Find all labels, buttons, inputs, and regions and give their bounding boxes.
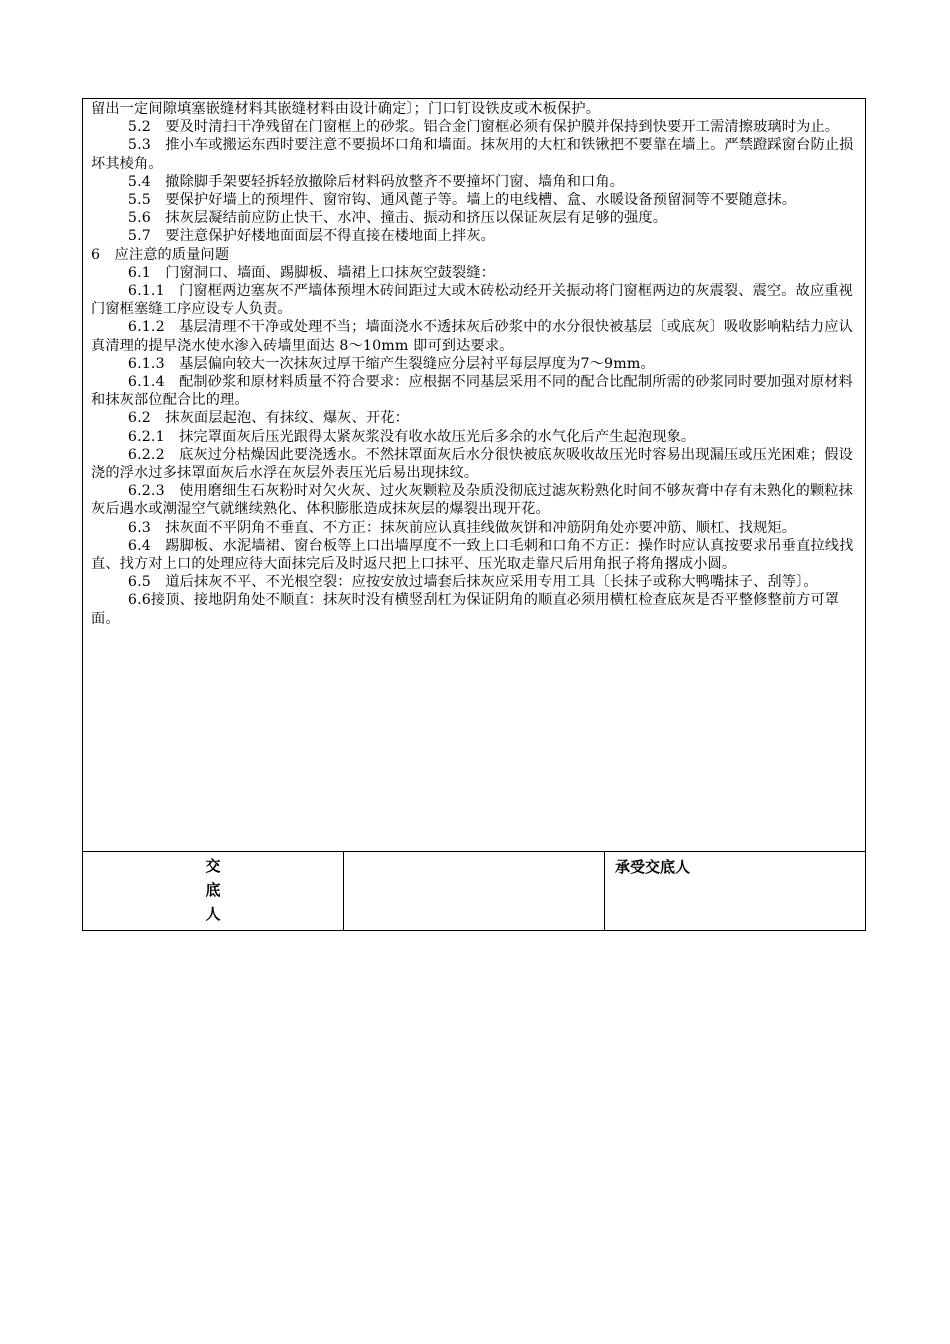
signature-row	[83, 852, 866, 931]
paragraph: 6.1.1 门窗框两边塞灰不严墙体预埋木砖间距过大或木砖松动经开关振动将门窗框两边的灰震裂、震空。故应重视门窗框塞缝工序应设专人负责。	[91, 283, 853, 318]
discloser-label	[83, 852, 344, 931]
paragraph: 6.4 踢脚板、水泥墙裙、窗台板等上口出墙厚度不一致上口毛刺和口角不方正：操作时应认真按要求吊垂直拉线找直、找方对上口的处理应待大面抹完后及时返尺把上口抹平、压光取走靠尺后用角抿子将角撂成小圆。	[91, 537, 854, 573]
discloser-label-char: 底	[205, 881, 221, 899]
paragraph: 5.2 要及时清扫干净残留在门窗框上的砂浆。铝合金门窗框必须有保护膜并保持到快要开工需清擦玻璃时为止。	[127, 119, 840, 136]
content-text	[83, 99, 865, 628]
paragraph: 6.6接顶、接地阴角处不顺直：抹灰时没有横竖刮杠为保证阴角的顺直必须用横杠检查底灰是否平整修整前方可罩面。	[91, 592, 840, 627]
disclosure-table	[82, 98, 866, 931]
discloser-label-char: 交	[205, 857, 221, 875]
paragraph: 留出一定间隙填塞嵌缝材料其嵌缝材料由设计确定〕；门口钉设铁皮或木板保护。	[91, 101, 601, 117]
paragraph: 6.1.2 基层清理不干净或处理不当；墙面浇水不透抹灰后砂浆中的水分很快被基层〔或底灰〕吸收影响粘结力应认真清理的提早浇水使水渗入砖墙里面达 8～10mm 即可到达要求。	[91, 319, 853, 354]
receiver-cell[interactable]	[605, 852, 866, 931]
discloser-label-char: 人	[205, 905, 221, 923]
content-row	[83, 99, 866, 852]
paragraph: 6.2 抹灰面层起泡、有抹纹、爆灰、开花：	[127, 410, 409, 427]
content-cell	[83, 99, 866, 852]
paragraph: 6.1.3 基层偏向较大一次抹灰过厚干缩产生裂缝应分层衬平每层厚度为7～9mm。	[127, 355, 655, 372]
paragraph: 5.3 推小车或搬运东西时要注意不要损坏口角和墙面。抹灰用的大杠和铁锹把不要靠在墙上。严禁蹬踩窗台防止损坏其棱角。	[91, 137, 854, 172]
receiver-label: 承受交底人	[615, 858, 691, 876]
paragraph: 6.2.2 底灰过分枯燥因此要浇透水。不然抹罩面灰后水分很快被底灰吸收故压光时容易出现漏压或压光困难；假设浇的浮水过多抹罩面灰后水浮在灰层外表压光后易出现抹纹。	[91, 446, 853, 482]
paragraph: 5.5 要保护好墙上的预埋件、窗帘钩、通风蓖子等。墙上的电线槽、盒、水暖设备预留洞等不要随意抹。	[127, 192, 797, 209]
paragraph: 6.5 道后抹灰不平、不光根空裂：应按安放过墙套后抹灰应采用专用工具〔长抹子或称大鸭嘴抹子、刮等〕。	[127, 574, 818, 591]
paragraph: 5.6 抹灰层凝结前应防止快干、水冲、撞击、振动和挤压以保证灰层有足够的强度。	[127, 210, 668, 227]
paragraph: 6.2.3 使用磨细生石灰粉时对欠火灰、过火灰颗粒及杂质没彻底过滤灰粉熟化时间不够灰膏中存有未熟化的颗粒抹灰后遇水或潮湿空气就继续熟化、体积膨胀造成抹灰层的爆裂出现开花。	[91, 483, 853, 518]
section-heading: 6 应注意的质量问题	[91, 246, 230, 263]
paragraph: 6.3 抹灰面不平阴角不垂直、不方正：抹灰前应认真挂线做灰饼和冲筋阴角处亦要冲筋、顺杠、找规矩。	[127, 519, 797, 536]
paragraph: 6.1 门窗洞口、墙面、踢脚板、墙裙上口抹灰空鼓裂缝：	[127, 264, 496, 281]
discloser-signature-field[interactable]	[344, 852, 605, 931]
paragraph: 5.4 撤除脚手架要轻拆轻放撤除后材料码放整齐不要撞坏门窗、墙角和口角。	[127, 173, 625, 190]
paragraph: 6.1.4 配制砂浆和原材料质量不符合要求：应根据不同基层采用不同的配合比配制所需的砂浆同时要加强对原材料和抹灰部位配合比的理。	[91, 374, 853, 409]
paragraph: 6.2.1 抹完罩面灰后压光跟得太紧灰浆没有收水故压光后多余的水气化后产生起泡现象。	[127, 428, 696, 445]
paragraph: 5.7 要注意保护好楼地面面层不得直接在楼地面上拌灰。	[127, 228, 496, 245]
